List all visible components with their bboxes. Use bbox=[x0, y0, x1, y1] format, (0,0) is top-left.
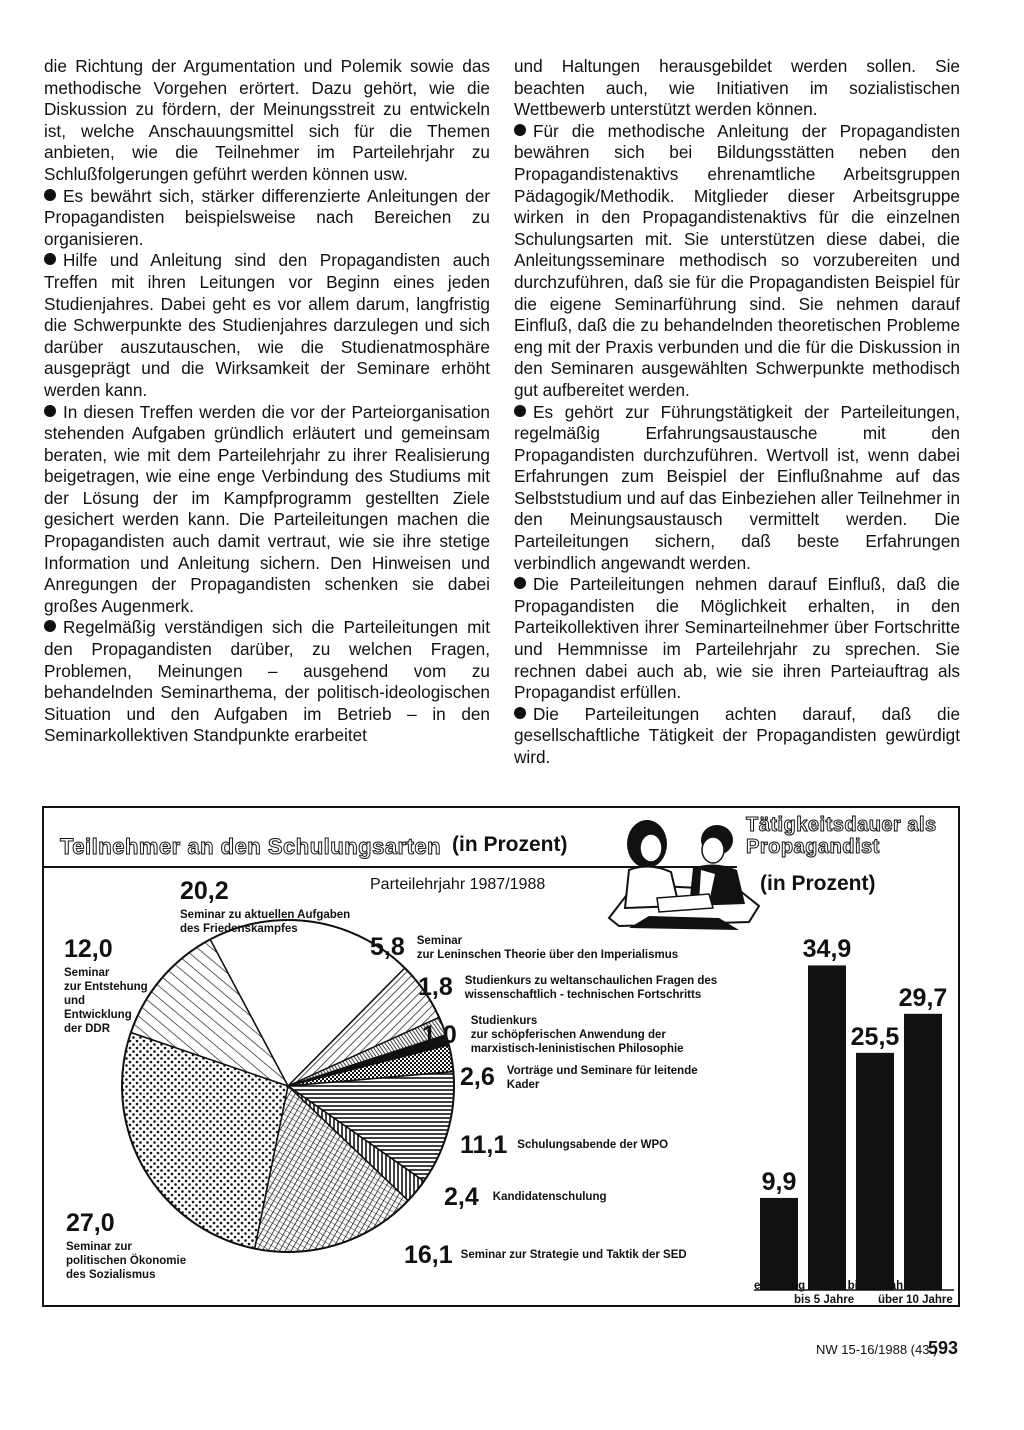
left-column-paragraph bbox=[44, 617, 490, 747]
left-column-paragraph bbox=[44, 250, 490, 401]
slice-label-ddr: 12,0 Seminar zur Entstehung und Entwicklung der DDR bbox=[64, 935, 148, 1035]
paragraph-text: und Haltungen herausgebildet werden sollen. Sie beachten auch, wie Initiativen im sozialistischen Wettbewerb unterstützt werden können. bbox=[514, 56, 960, 120]
bullet-icon bbox=[44, 620, 56, 632]
bar-category-label: erstmalig bbox=[754, 1280, 806, 1292]
bar-value-label: 25,5 bbox=[850, 1022, 900, 1051]
bar bbox=[760, 1198, 798, 1290]
right-column-paragraph bbox=[514, 574, 960, 704]
right-column-paragraph bbox=[514, 56, 960, 121]
bar-value-label: 29,7 bbox=[898, 983, 948, 1012]
pie-chart-title: Teilnehmer an den Schulungsarten bbox=[60, 834, 442, 859]
paragraph-text: die Richtung der Argumentation und Polemik sowie das methodische Vorgehen erörtert. Dazu gehört, wie die Diskussion zu fördern, der Meinungsstreit zu entwickeln ist, welche Anschauungsmittel sich für die Themen anbieten, wie die Teilnehmer im Parteilehrjahr zu Schlußfolgerungen geführt werden können usw. bbox=[44, 56, 490, 184]
paragraph-text: Die Parteileitungen achten darauf, daß die gesellschaftliche Tätigkeit der Propagandisten gewürdigt wird. bbox=[514, 703, 960, 767]
left-column-paragraph bbox=[44, 186, 490, 251]
bar-chart-unit: (in Prozent) bbox=[760, 872, 876, 895]
bar-chart-title-line2: Propagandist bbox=[746, 836, 880, 858]
slice-label-wpo: 11,1 Schulungsabende der WPO bbox=[460, 1131, 669, 1159]
slice-label-friedenskampf: 20,2 Seminar zu aktuellen Aufgaben des Friedenskampfes bbox=[180, 877, 351, 935]
bullet-icon bbox=[44, 253, 56, 265]
bar-chart-title-line1: Tätigkeitsdauer als bbox=[746, 814, 937, 836]
bar-category-label: bis 5 Jahre bbox=[794, 1294, 855, 1306]
slice-label-kandidaten: 2,4 Kandidatenschulung bbox=[444, 1183, 607, 1211]
two-people-studying-illustration bbox=[609, 820, 759, 930]
pie-chart-unit: (in Prozent) bbox=[452, 833, 568, 856]
bar-category-label: über 10 Jahre bbox=[878, 1294, 953, 1306]
bullet-icon bbox=[514, 707, 526, 719]
paragraph-text: Regelmäßig verständigen sich die Parteileitungen mit den Propagandisten darüber, zu welchen Fragen, Problemen, Meinungen – ausgehend vom zu behandelnden Seminarthema, der politisch-ideologischen Situation und den Aufgaben im Betrieb – in den Seminarkollektiven Standpunkte erarbeitet bbox=[44, 617, 490, 746]
bar bbox=[904, 1014, 942, 1290]
right-column-paragraph bbox=[514, 402, 960, 575]
issue-reference: NW 15-16/1988 (43.) bbox=[816, 1342, 938, 1357]
bullet-icon bbox=[44, 189, 56, 201]
slice-label-philosophie: 1,0 Studienkurs zur schöpferischen Anwendung der marxistisch-leninistischen Philosophie bbox=[422, 1015, 684, 1055]
bar bbox=[856, 1053, 894, 1290]
text-column-left bbox=[44, 56, 490, 747]
slice-label-imperialismus: 5,8 Seminar zur Leninschen Theorie über den Imperialismus bbox=[370, 933, 679, 961]
slice-label-weltanschauung: 1,8 Studienkurs zu weltanschaulichen Fragen des wissenschaftlich - technischen Fortschritts bbox=[418, 973, 718, 1001]
left-column-paragraph bbox=[44, 402, 490, 618]
bullet-icon bbox=[514, 577, 526, 589]
bullet-icon bbox=[44, 405, 56, 417]
bar bbox=[808, 965, 846, 1290]
paragraph-text: Hilfe und Anleitung sind den Propagandisten auch Treffen mit ihren Leitungen vor Beginn eines jeden Studienjahres. Dabei geht es vor allem darum, langfristig die Schwerpunkte des Studienjahres darzulegen und sich darüber auszutauschen, wie die Studienatmosphäre ausgeprägt und die Wirksamkeit der Seminare erhöht werden kann. bbox=[44, 250, 490, 400]
page-number: 593 bbox=[928, 1338, 959, 1358]
right-column-paragraph bbox=[514, 704, 960, 769]
paragraph-text: Die Parteileitungen nehmen darauf Einfluß, daß die Propagandisten die Möglichkeit erhalten, in den Parteikollektiven ihrer Seminarteilnehmer über Fortschritte und Hemmnisse im Parteilehrjahr zu sprechen. Sie rechnen dabei auch ab, wie sie ihren Parteiauftrag als Propagandist erfüllen. bbox=[514, 574, 960, 703]
pie-chart-year: Parteilehrjahr 1987/1988 bbox=[370, 876, 546, 893]
bullet-icon bbox=[514, 405, 526, 417]
slice-label-oekonomie: 27,0 Seminar zur politischen Ökonomie des Sozialismus bbox=[66, 1209, 187, 1281]
left-column-paragraph bbox=[44, 56, 490, 186]
bullet-icon bbox=[514, 124, 526, 136]
paragraph-text: In diesen Treffen werden die vor der Parteiorganisation stehenden Aufgaben gründlich erläutert und gemeinsam beraten, wie mit dem Parteilehrjahr zu ihrer Realisierung beigetragen, wie eine enge Verbindung des Studiums mit der Lösung der im Kampfprogramm gestellten Ziele gesichert werden kann. Die Parteileitungen machen die Propagandisten auch damit vertraut, wie sie ihre stetige Information und Anleitung sichern. Den Hinweisen und Anregungen der Propagandisten schenken sie dabei großes Augenmerk. bbox=[44, 401, 490, 616]
paragraph-text: Es gehört zur Führungstätigkeit der Parteileitungen, regelmäßig Erfahrungsaustausche mit den Propagandisten durchzuführen. Wertvoll ist, wenn dabei Erfahrungen zum Beispiel der Einflußnahme auf das Selbststudium und auf das Einbeziehen aller Teilnehmer in den Meinungsaustausch vermittelt werden. Die Parteileitungen sichern, daß beste Erfahrungen verbindlich angewandt werden. bbox=[514, 401, 960, 573]
slice-label-sed: 16,1 Seminar zur Strategie und Taktik der SED bbox=[404, 1241, 687, 1269]
paragraph-text: Es bewährt sich, stärker differenzierte Anleitungen der Propagandisten beispielsweise nach Bereichen zu organisieren. bbox=[44, 185, 490, 249]
right-column-paragraph bbox=[514, 121, 960, 402]
bar-category-label: 5 bis 10 Jahre bbox=[838, 1280, 915, 1292]
bar-value-label: 9,9 bbox=[761, 1167, 797, 1196]
bar-value-label: 34,9 bbox=[802, 935, 852, 964]
slice-label-kader: 2,6 Vorträge und Seminare für leitende Kader bbox=[460, 1063, 698, 1091]
infographic-figure bbox=[42, 806, 960, 1307]
paragraph-text: Für die methodische Anleitung der Propagandisten bewähren sich bei Bildungsstätten neben den Propagandistenaktivs ehrenamtliche Arbeitsgruppen Pädagogik/Methodik. Mitglieder dieser Arbeitsgruppe wirken in den Propagandistenaktivs für die einzelnen Schulungsarten mit. Sie unterstützen diese dabei, die Anleitungsseminare methodisch so vorzubereiten und durchzuführen, daß sie für die Propagandisten Beispiel für die eigene Seminarführung sind. Sie nehmen darauf Einfluß, daß die zu behandelnden theoretischen Probleme eng mit der Praxis verbunden und die für die Diskussion in den Seminaren ausgewählten Schwerpunkte methodisch gut aufbereitet werden. bbox=[514, 120, 960, 400]
text-column-right bbox=[514, 56, 960, 769]
